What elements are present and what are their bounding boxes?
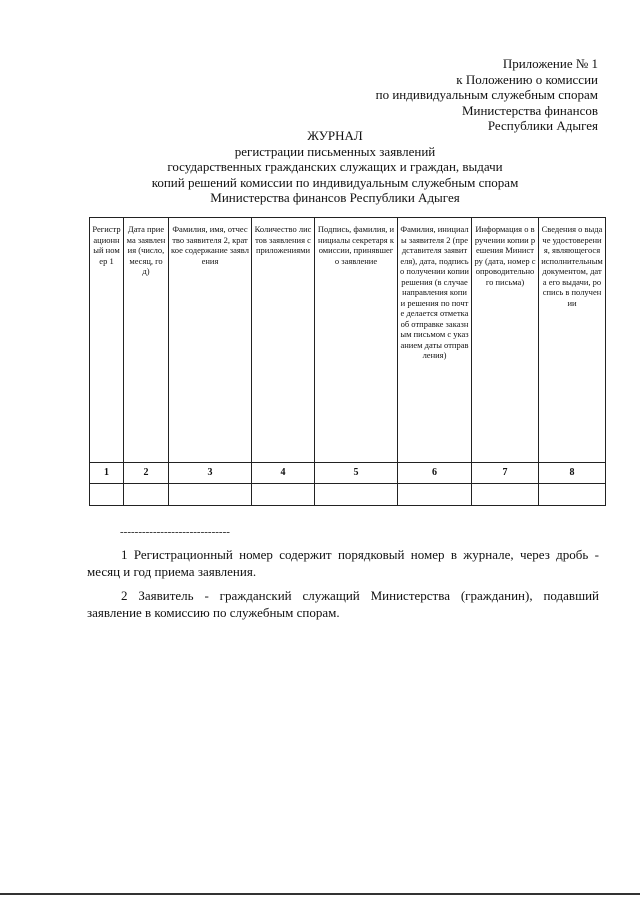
appendix-line-2: к Положению о комиссии [456,71,598,87]
table-cell [539,484,606,506]
column-header: Сведения о выдаче удостоверения, являющегося исполнительным документом, дата его выдачи, роспись в получении [539,218,606,463]
journal-title [120,128,550,206]
title-line-3: копий решений комиссии по индивидуальным служебным спорам [151,174,519,190]
column-header: Подпись, фамилия, инициалы секретаря комиссии, принявшего заявление [315,218,398,463]
column-header: Дата приема заявления (число, месяц, год) [124,218,169,463]
column-number: 6 [398,463,472,484]
column-header: Количество листов заявления с приложениями [252,218,315,463]
column-number-row [90,463,606,484]
footnote-2: 2 Заявитель - гражданский служащий Министерства (гражданин), подавший заявление в комиссию по служебным спорам. [87,588,599,620]
column-number: 3 [169,463,252,484]
table-cell [124,484,169,506]
column-header: Информация о вручении копии решения Министру (дата, номер сопроводительного письма) [472,218,539,463]
appendix-line-4: Министерства финансов [461,102,598,118]
column-number: 4 [252,463,315,484]
table-cell [169,484,252,506]
column-header: Регистрационный номер 1 [90,218,124,463]
column-header: Фамилия, инициалы заявителя 2 (представителя заявителя), дата, подпись о получении копии решения (в случае направления копии решения по почте делается отметка об отправке заказным письмом с указанием даты отправления) [398,218,472,463]
appendix-line-1: Приложение № 1 [502,56,598,71]
column-number: 7 [472,463,539,484]
title-line-2: государственных гражданских служащих и граждан, выдачи [167,159,503,175]
scan-edge-line [0,893,640,895]
appendix-header [376,56,598,134]
title-heading: ЖУРНАЛ [307,128,363,143]
column-number: 8 [539,463,606,484]
column-number: 5 [315,463,398,484]
title-line-4: Министерства финансов Республики Адыгея [210,190,460,206]
column-header: Фамилия, имя, отчество заявителя 2, краткое содержание заявления [169,218,252,463]
table-cell [398,484,472,506]
title-line-1: регистрации письменных заявлений [234,143,436,159]
journal-table [89,217,606,506]
table-row [90,484,606,506]
footnote-1: 1 Регистрационный номер содержит порядковый номер в журнале, через дробь - месяц и год приема заявления. [87,547,599,579]
table-cell [252,484,315,506]
table-cell [90,484,124,506]
table-cell [315,484,398,506]
column-number: 2 [124,463,169,484]
table-header-row [90,218,606,463]
column-number: 1 [90,463,124,484]
appendix-line-5: Республики Адыгея [487,118,598,134]
table-cell [472,484,539,506]
footnote-separator: ------------------------------ [120,526,230,538]
appendix-line-3: по индивидуальным служебным спорам [375,87,598,103]
